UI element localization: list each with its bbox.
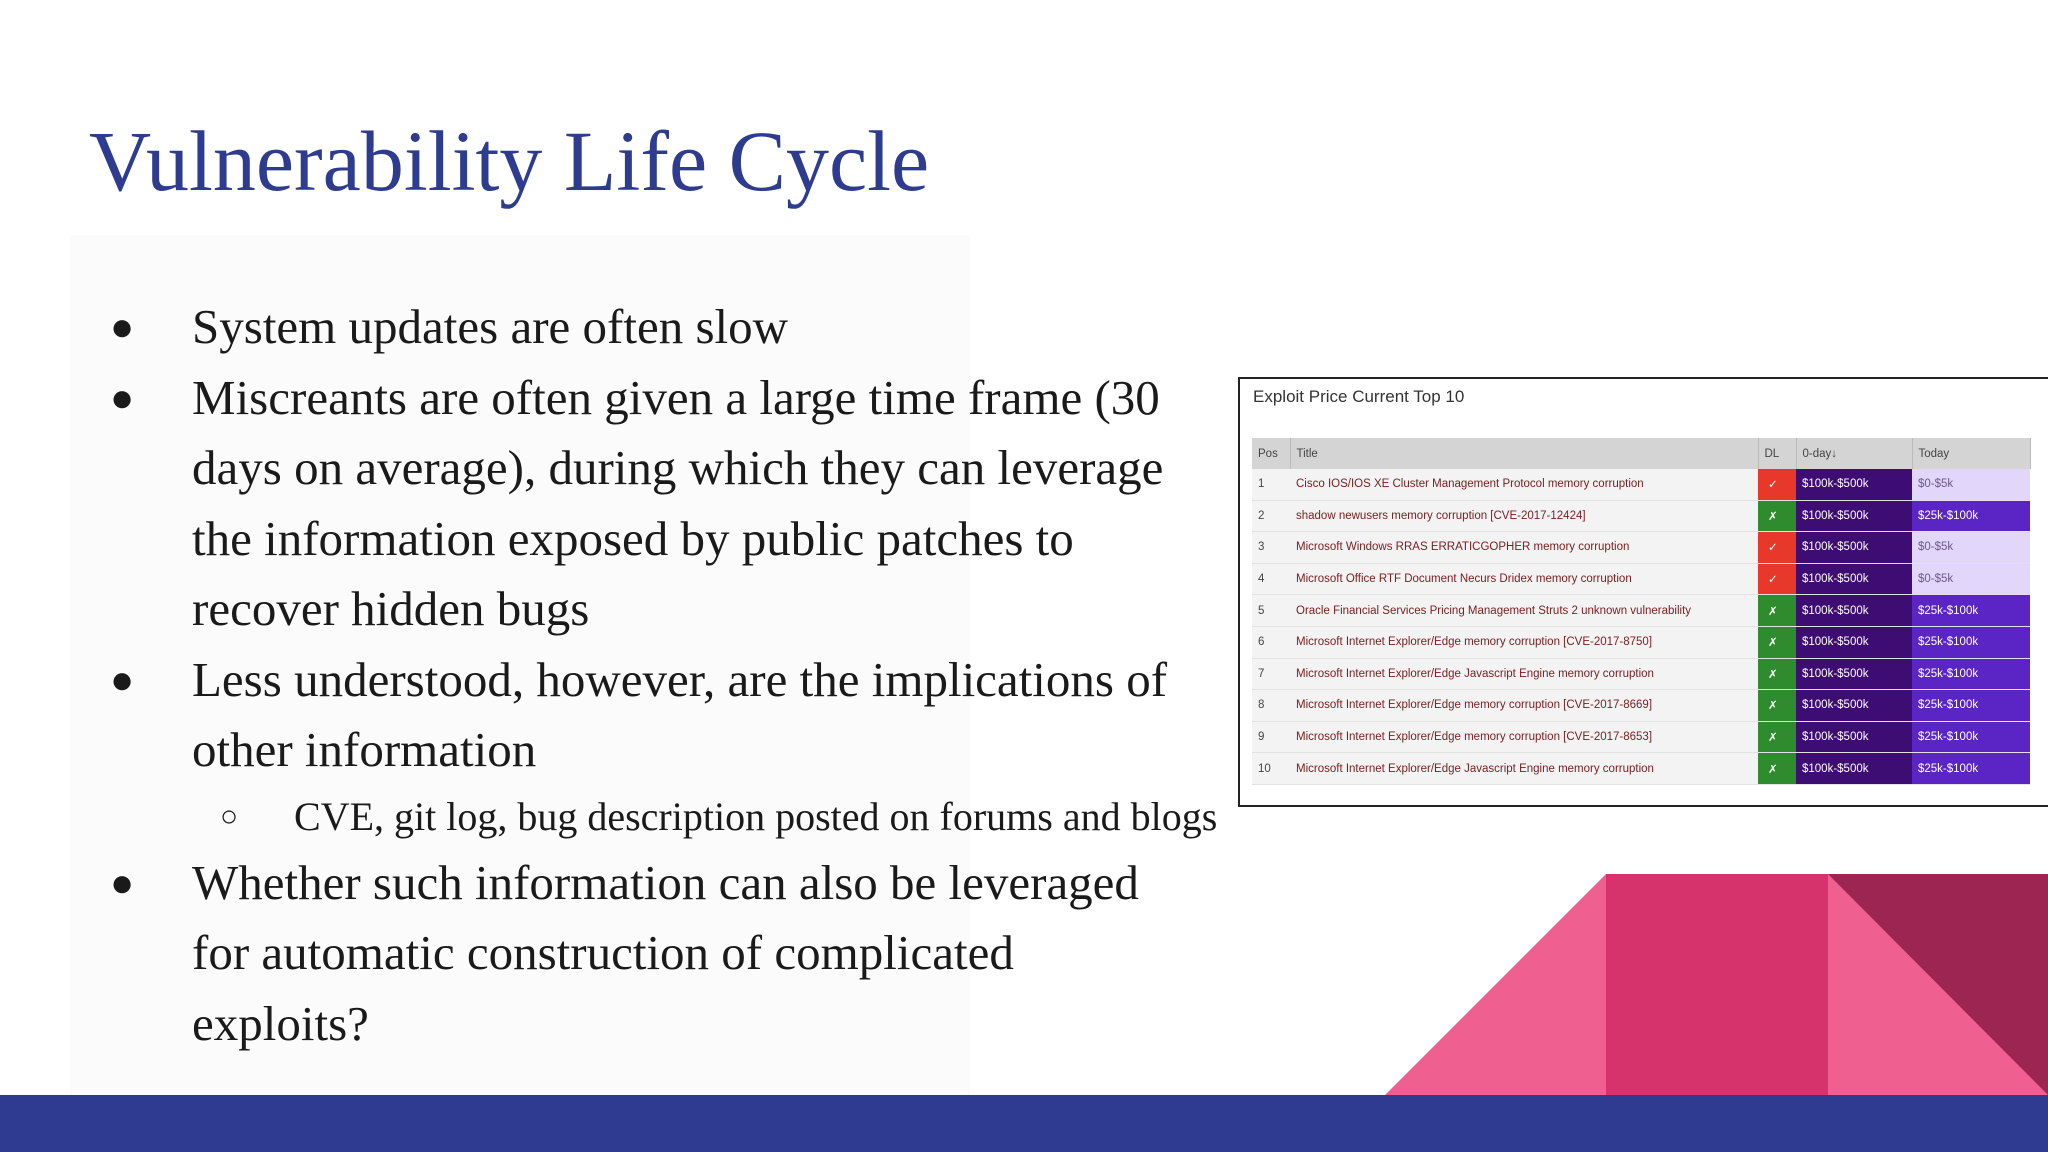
cell-today: $25k-$100k (1912, 721, 2030, 753)
cell-today: $25k-$100k (1912, 626, 2030, 658)
cell-pos: 5 (1252, 595, 1290, 627)
cell-title: Microsoft Internet Explorer/Edge memory corruption [CVE-2017-8669] (1290, 690, 1758, 722)
bullet-text: Miscreants are often given a large time frame (30 days on average), during which they can leverage the information exposed by public patches to recover hidden bugs (192, 369, 1164, 636)
cell-pos: 9 (1252, 721, 1290, 753)
bullet-text: Whether such information can also be leveraged for automatic construction of complicated exploits? (192, 854, 1139, 1051)
cell-title: Oracle Financial Services Pricing Management Struts 2 unknown vulnerability (1290, 595, 1758, 627)
cell-title: Microsoft Office RTF Document Necurs Dridex memory corruption (1290, 563, 1758, 595)
header-pos: Pos (1252, 438, 1290, 469)
bullet-marker: ● (110, 859, 135, 905)
bullet-marker: ● (110, 304, 135, 349)
cell-dl: ✗ (1758, 753, 1796, 785)
cell-today: $0-$5k (1912, 532, 2030, 564)
cell-zeroday: $100k-$500k (1796, 658, 1912, 690)
cell-zeroday: $100k-$500k (1796, 500, 1912, 532)
cell-dl: ✗ (1758, 658, 1796, 690)
pink-square-middle (1606, 874, 1828, 1095)
cell-zeroday: $100k-$500k (1796, 595, 1912, 627)
bullet-text: Less understood, however, are the implications of other information (192, 651, 1168, 777)
cell-today: $25k-$100k (1912, 500, 2030, 532)
cell-today: $25k-$100k (1912, 658, 2030, 690)
footer-bar (0, 1095, 2048, 1152)
cell-pos: 4 (1252, 563, 1290, 595)
cell-title: Microsoft Internet Explorer/Edge Javascript Engine memory corruption (1290, 753, 1758, 785)
cell-pos: 1 (1252, 469, 1290, 500)
cell-zeroday: $100k-$500k (1796, 626, 1912, 658)
sub-bullet-marker: ○ (220, 799, 239, 833)
cell-title: Microsoft Internet Explorer/Edge Javascript Engine memory corruption (1290, 658, 1758, 690)
cell-today: $0-$5k (1912, 563, 2030, 595)
slide-title: Vulnerability Life Cycle (89, 113, 930, 209)
cell-dl: ✓ (1758, 469, 1796, 500)
header-zeroday: 0-day↓ (1796, 438, 1912, 469)
cell-pos: 7 (1252, 658, 1290, 690)
cell-zeroday: $100k-$500k (1796, 753, 1912, 785)
cell-dl: ✗ (1758, 626, 1796, 658)
cell-title: Microsoft Internet Explorer/Edge memory corruption [CVE-2017-8653] (1290, 721, 1758, 753)
header-title: Title (1290, 438, 1758, 469)
pink-triangle-left (1385, 874, 1606, 1095)
cell-title: Microsoft Windows RRAS ERRATICGOPHER memory corruption (1290, 532, 1758, 564)
cell-dl: ✗ (1758, 690, 1796, 722)
cell-today: $0-$5k (1912, 469, 2030, 500)
cell-pos: 2 (1252, 500, 1290, 532)
cell-today: $25k-$100k (1912, 595, 2030, 627)
cell-zeroday: $100k-$500k (1796, 721, 1912, 753)
cell-pos: 8 (1252, 690, 1290, 722)
cell-dl: ✗ (1758, 500, 1796, 532)
sub-bullet-text: CVE, git log, bug description posted on forums and blogs (294, 793, 1218, 839)
bullet-marker: ● (110, 374, 135, 420)
cell-pos: 10 (1252, 753, 1290, 785)
header-dl: DL (1758, 438, 1796, 469)
cell-title: Microsoft Internet Explorer/Edge memory corruption [CVE-2017-8750] (1290, 626, 1758, 658)
cell-zeroday: $100k-$500k (1796, 690, 1912, 722)
cell-dl: ✗ (1758, 595, 1796, 627)
cell-today: $25k-$100k (1912, 753, 2030, 785)
header-today: Today (1912, 438, 2030, 469)
cell-zeroday: $100k-$500k (1796, 563, 1912, 595)
bullet-marker: ● (110, 656, 135, 702)
table-title: Exploit Price Current Top 10 (1253, 387, 1465, 406)
cell-title: Cisco IOS/IOS XE Cluster Management Protocol memory corruption (1290, 469, 1758, 500)
cell-dl: ✗ (1758, 721, 1796, 753)
cell-dl: ✓ (1758, 563, 1796, 595)
cell-today: $25k-$100k (1912, 690, 2030, 722)
cell-zeroday: $100k-$500k (1796, 469, 1912, 500)
cell-pos: 6 (1252, 626, 1290, 658)
cell-dl: ✓ (1758, 532, 1796, 564)
cell-pos: 3 (1252, 532, 1290, 564)
cell-zeroday: $100k-$500k (1796, 532, 1912, 564)
cell-title: shadow newusers memory corruption [CVE-2017-12424] (1290, 500, 1758, 532)
bullet-text: System updates are often slow (192, 299, 789, 354)
